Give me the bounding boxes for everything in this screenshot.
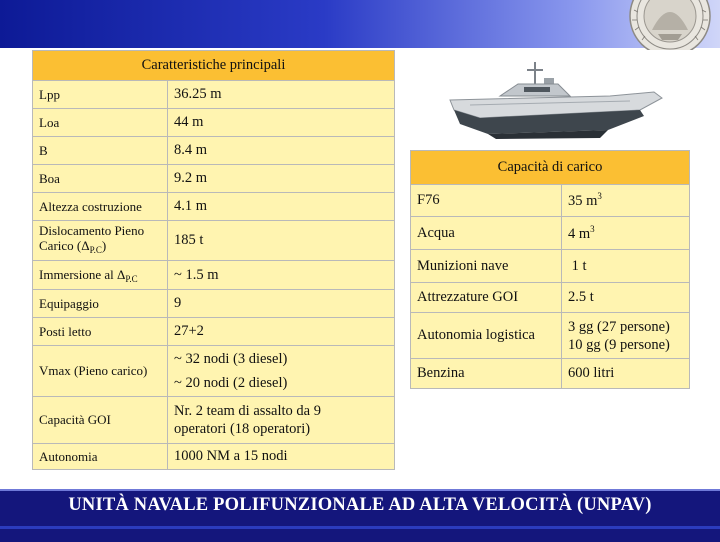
- table-cell-value: 2.5 t: [562, 283, 690, 313]
- superscript: 3: [590, 223, 595, 234]
- table-cell-label: [33, 261, 168, 290]
- boat-illustration-icon: [440, 58, 665, 140]
- table-cell-value: [562, 313, 690, 359]
- table-cell-value: 9: [168, 290, 395, 318]
- table-cell-label: Boa: [33, 165, 168, 193]
- university-seal-icon: [622, 0, 718, 50]
- main-characteristics-table: [32, 50, 395, 470]
- table-cell-label: Vmax (Pieno carico): [33, 346, 168, 397]
- superscript: 3: [597, 191, 602, 201]
- table-cell-value: 44 m: [168, 109, 395, 137]
- table-cell-label: Capacità GOI: [33, 397, 168, 444]
- value-line: 3 gg (27 persone): [568, 318, 670, 335]
- table-cell-label: Loa: [33, 109, 168, 137]
- value-text: 35 m: [568, 193, 598, 209]
- label-text: Immersione al Δ: [39, 266, 126, 282]
- table-cell-value: 1000 NM a 15 nodi: [168, 444, 395, 470]
- label-line: Carico (Δ: [39, 238, 90, 253]
- top-banner: [0, 0, 720, 48]
- table-cell-value: 9.2 m: [168, 165, 395, 193]
- label-line: Dislocamento Pieno: [39, 223, 145, 238]
- table-cell-value: ~ 1.5 m: [168, 261, 395, 290]
- table-cell-label: Autonomia logistica: [411, 313, 562, 359]
- main-table-title: Caratteristiche principali: [33, 51, 395, 81]
- table-cell-value: 185 t: [168, 221, 395, 261]
- table-cell-value: 36.25 m: [168, 81, 395, 109]
- table-cell-label: Benzina: [411, 359, 562, 389]
- table-cell-label: [33, 221, 168, 261]
- footer-accent-line: [0, 526, 720, 529]
- subscript: P.C: [89, 245, 102, 255]
- label-line: ): [101, 238, 107, 253]
- table-cell-label: B: [33, 137, 168, 165]
- table-cell-value: 600 litri: [562, 359, 690, 389]
- table-cell-label: Posti letto: [33, 318, 168, 346]
- value-line: ~ 20 nodi (2 diesel): [174, 375, 288, 391]
- table-cell-label: Equipaggio: [33, 290, 168, 318]
- value-text: 4 m: [568, 225, 591, 242]
- table-cell-value: 8.4 m: [168, 137, 395, 165]
- table-cell-value: [168, 346, 395, 397]
- value-line: Nr. 2 team di assalto da 9: [174, 403, 321, 419]
- table-cell-label: Autonomia: [33, 444, 168, 470]
- table-cell-value: [562, 217, 690, 250]
- table-cell-label: Acqua: [411, 217, 562, 250]
- value-line: ~ 32 nodi (3 diesel): [174, 351, 288, 367]
- table-cell-value: 4.1 m: [168, 193, 395, 221]
- table-cell-value: [562, 185, 690, 217]
- cargo-table-title: Capacità di carico: [411, 151, 690, 185]
- table-cell-value: 27+2: [168, 318, 395, 346]
- table-cell-value: [168, 397, 395, 444]
- table-cell-label: F76: [411, 185, 562, 217]
- table-cell-label: Attrezzature GOI: [411, 283, 562, 313]
- cargo-capacity-table: [410, 150, 690, 389]
- value-line: operatori (18 operatori): [174, 421, 311, 437]
- footer-title: UNITÀ NAVALE POLIFUNZIONALE AD ALTA VELOCITÀ (UNPAV): [68, 495, 652, 515]
- value-line: 10 gg (9 persone): [568, 336, 670, 353]
- table-cell-label: Altezza costruzione: [33, 193, 168, 221]
- table-cell-label: Munizioni nave: [411, 250, 562, 283]
- table-cell-value: 1 t: [562, 250, 690, 283]
- subscript: P.C: [125, 273, 138, 284]
- table-cell-label: Lpp: [33, 81, 168, 109]
